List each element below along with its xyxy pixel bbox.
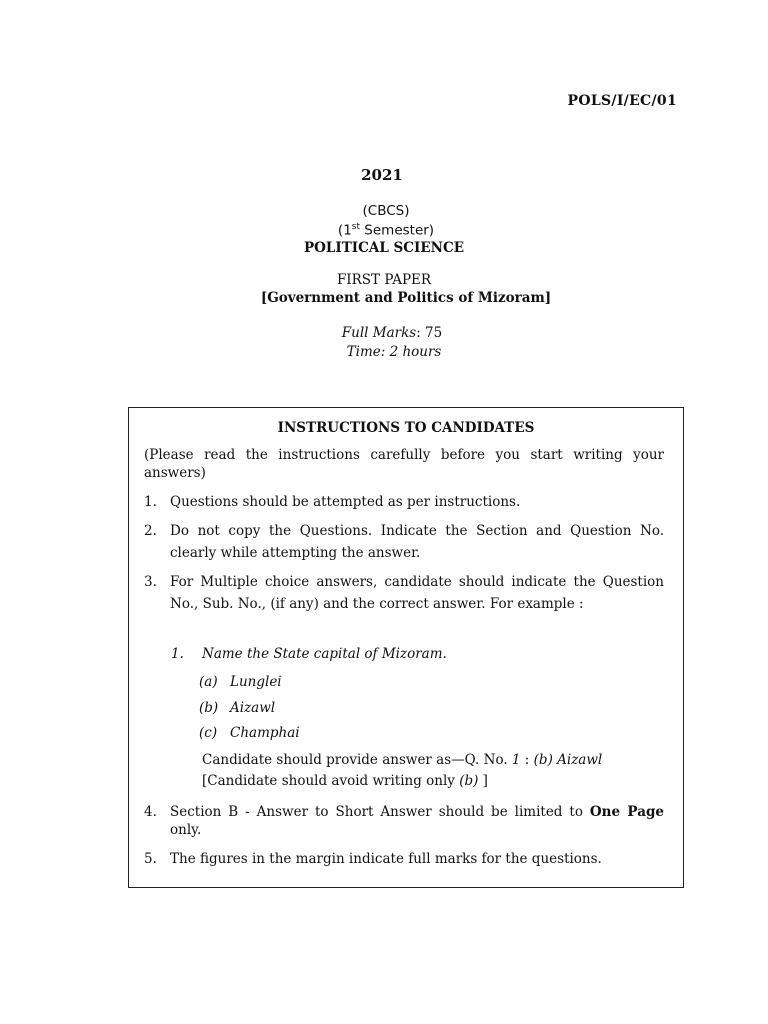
instructions-intro: (Please read the instructions carefully before you start writing your answers)	[144, 447, 664, 481]
instructions-box	[128, 407, 684, 888]
example-avoid-note: [Candidate should avoid writing only (b) ]	[202, 773, 488, 789]
paper-label: FIRST PAPER	[336, 272, 432, 288]
instruction-item: 4. Section B - Answer to Short Answer should be limited to One Page only.	[144, 804, 664, 838]
example-option-text: Champhai	[230, 725, 300, 741]
instruction-item: 5. The figures in the margin indicate full marks for the questions.	[144, 851, 602, 867]
exam-year: 2021	[361, 166, 403, 184]
instruction-item: 3. For Multiple choice answers, candidate should indicate the Question No., Sub. No., (if any) and the correct answer. For example :	[144, 574, 664, 612]
example-answer-format: Candidate should provide answer as—Q. No. 1 : (b) Aizawl	[202, 752, 603, 768]
example-option-text: Aizawl	[230, 700, 276, 716]
scheme-label: (CBCS)	[362, 203, 410, 219]
example-option-text: Lunglei	[230, 674, 282, 690]
instruction-item: 2. Do not copy the Questions. Indicate the Section and Question No. clearly while attempting the answer.	[144, 523, 664, 561]
paper-code: POLS/I/EC/01	[567, 93, 677, 109]
example-option-label: (b)	[199, 700, 219, 716]
example-option-label: (c)	[199, 725, 218, 741]
instruction-item: 1. Questions should be attempted as per instructions.	[144, 494, 521, 510]
subject-title: POLITICAL SCIENCE	[304, 240, 464, 256]
exam-time: Time: 2 hours	[346, 344, 442, 360]
instructions-title: INSTRUCTIONS TO CANDIDATES	[277, 420, 535, 436]
example-question-number: 1.	[171, 646, 184, 662]
semester-label: (1st Semester)	[337, 222, 435, 239]
full-marks: Full Marks: 75	[341, 325, 443, 341]
example-option-label: (a)	[199, 674, 218, 690]
example-question: Name the State capital of Mizoram.	[202, 646, 447, 662]
paper-title: [Government and Politics of Mizoram]	[260, 290, 552, 306]
